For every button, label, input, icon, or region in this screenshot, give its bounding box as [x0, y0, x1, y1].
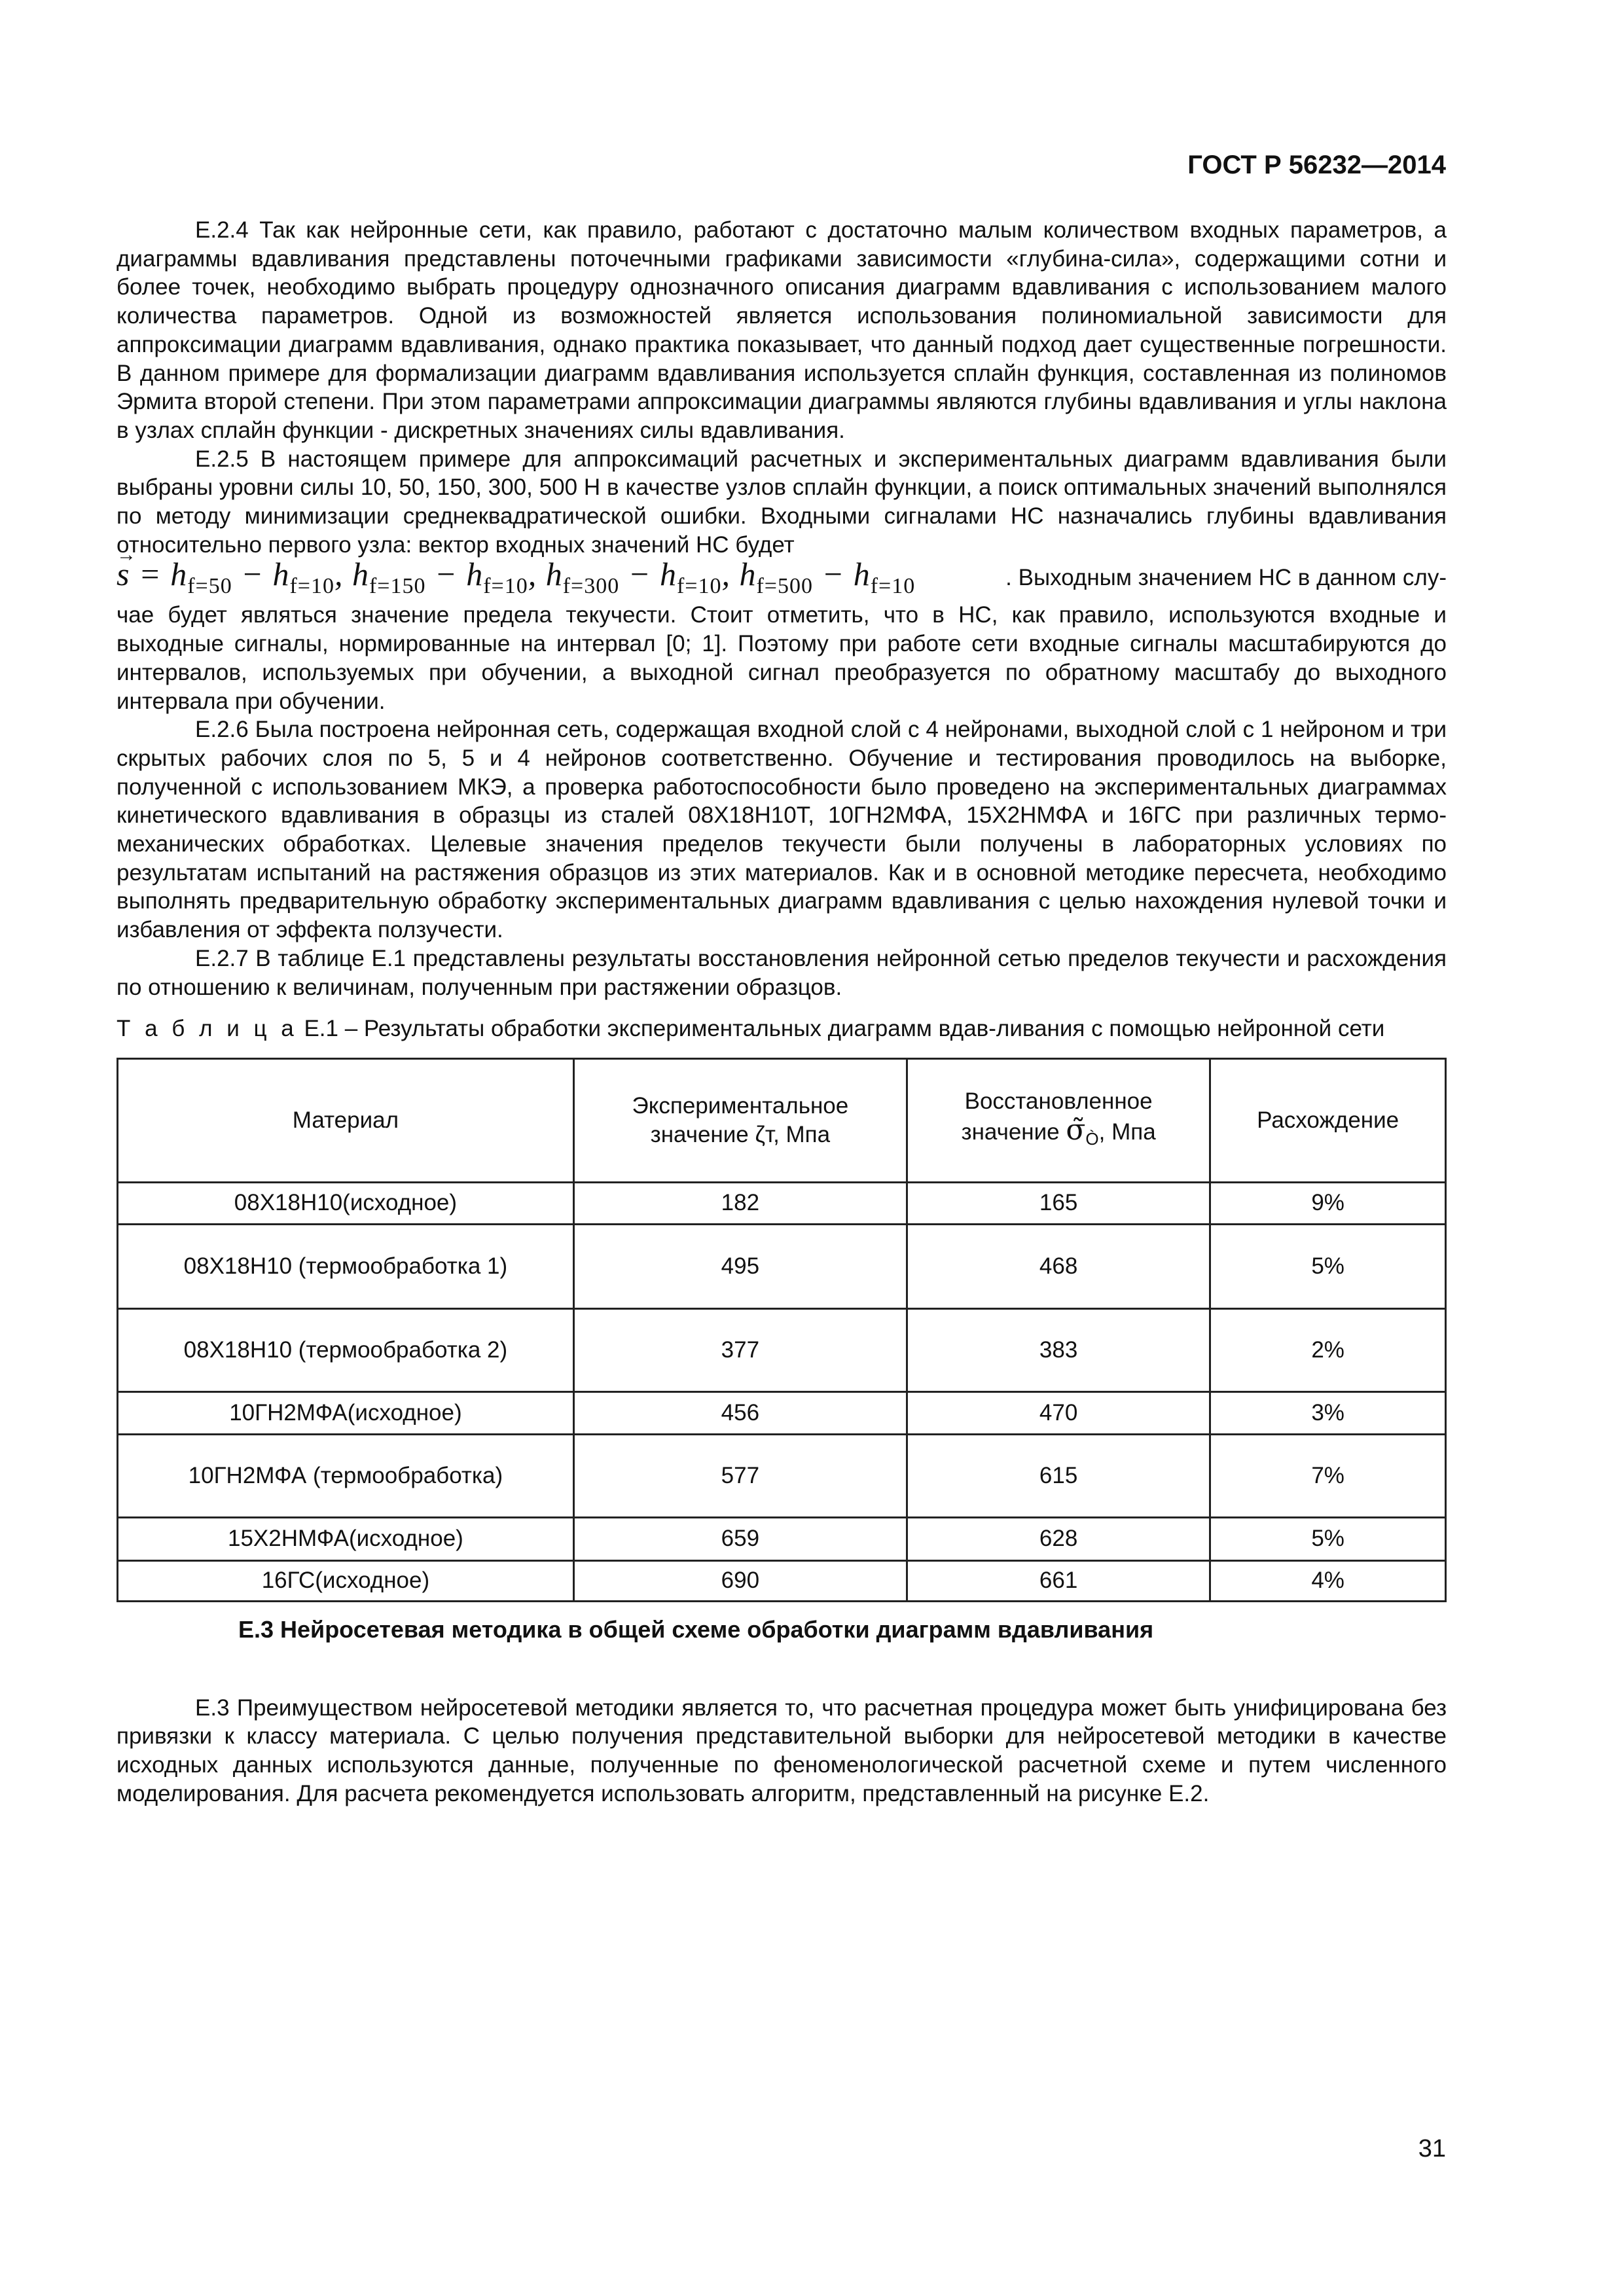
- page-number: 31: [1418, 2135, 1446, 2162]
- paragraph-e-3: Е.3 Преимуществом нейросетевой методики является то, что расчетная процедура может быть унифицирована без привязки к классу материала. С целью получения представительной выборки для нейросетевой методики в качестве исходных данных используются данные, полученные по феноменологической расчетной схеме и путем численного моделирования. Для расчета рекомендуется использовать алгоритм, представленный на рисунке Е.2.: [117, 1695, 1447, 1806]
- section-title-e-3: Е.3 Нейросетевая методика в общей схеме обработки диаграмм вдавливания: [238, 1615, 1154, 1643]
- cell-difference: 7%: [1210, 1434, 1446, 1517]
- cell-material: 08Х18Н10(исходное): [118, 1182, 574, 1224]
- formula-sub: f=10: [483, 574, 528, 599]
- formula-h: h: [170, 556, 188, 593]
- table-row: [118, 1560, 1446, 1601]
- table-row: [118, 1517, 1446, 1560]
- sigma-symbol: σ̃: [1066, 1113, 1086, 1147]
- formula-sub: f=10: [676, 574, 722, 599]
- cell-material: 08Х18Н10 (термообработка 2): [118, 1308, 574, 1391]
- results-table: [117, 1058, 1447, 1602]
- header-experimental: Экспериментальное значение ζт, Мпа: [573, 1058, 907, 1182]
- cell-material: 16ГС(исходное): [118, 1560, 574, 1601]
- cell-experimental: 377: [573, 1308, 907, 1391]
- formula-equals: =: [138, 556, 162, 593]
- cell-experimental: 182: [573, 1182, 907, 1224]
- formula-h: h: [466, 556, 484, 593]
- formula-line: [117, 556, 1447, 601]
- cell-restored: 470: [907, 1391, 1210, 1434]
- cell-difference: 2%: [1210, 1308, 1446, 1391]
- standard-header: ГОСТ Р 56232—2014: [1187, 151, 1446, 179]
- cell-experimental: 495: [573, 1224, 907, 1308]
- formula-sub: f=300: [562, 574, 620, 599]
- document-body: [117, 216, 1447, 1808]
- table-row: [118, 1434, 1446, 1517]
- formula-sub: f=10: [289, 574, 334, 599]
- cell-experimental: 659: [573, 1517, 907, 1560]
- formula-sub: f=50: [187, 574, 232, 599]
- table-row: [118, 1182, 1446, 1224]
- cell-experimental: 577: [573, 1434, 907, 1517]
- cell-difference: 5%: [1210, 1224, 1446, 1308]
- table-caption: [117, 1014, 1447, 1043]
- cell-restored: 165: [907, 1182, 1210, 1224]
- cell-difference: 5%: [1210, 1517, 1446, 1560]
- header-difference: Расхождение: [1210, 1058, 1446, 1182]
- formula-h: h: [739, 556, 757, 593]
- paragraph-e-2-5: Е.2.5 В настоящем примере для аппроксимаций расчетных и экспериментальных диаграмм вдавливания были выбраны уровни силы 10, 50, 150, 300, 500 Н в качестве узлов сплайн функции, а поиск оптимальных значений выполнялся по методу минимизации среднеквадратической ошибки. Входными сигналами НС назначались глубины вдавливания относительно первого узла: вектор входных значений НС будет: [117, 446, 1447, 558]
- formula-sub: f=10: [870, 574, 916, 599]
- header-restored: [907, 1058, 1210, 1182]
- table-caption-label: Т а б л и ц а: [117, 1016, 298, 1042]
- header-restored-suffix: , Мпа: [1098, 1119, 1156, 1145]
- input-vector-formula: → $s = h_{f=50} - h_{f=10}$, $h_{f=150} - h_{f=10}$, $h_{f=300} - h_{f=10}$, $h_{f=500} - h_{f=10}$: [117, 560, 915, 601]
- cell-material: 15Х2НМФА(исходное): [118, 1517, 574, 1560]
- cell-experimental: 690: [573, 1560, 907, 1601]
- cell-restored: 628: [907, 1517, 1210, 1560]
- cell-experimental: 456: [573, 1391, 907, 1434]
- header-restored-prefix: Восстановленное значение: [961, 1088, 1153, 1145]
- paragraph-e-2-4: Е.2.4 Так как нейронные сети, как правило, работают с достаточно малым количеством входных параметров, а диаграммы вдавливания представлены поточечными графиками зависимости «глубина-сила», содержащими сотни и более точек, необходимо выбрать процедуру однозначного описания диаграмм вдавливания с использованием малого количества параметров. Одной из возможностей является использования полиномиальной зависимости для аппроксимации диаграмм вдавливания, однако практика показывает, что данный подход дает существенные погрешности. В данном примере для формализации диаграмм вдавливания используется сплайн функция, составленная из полиномов Эрмита второй степени. При этом параметрами аппроксимации диаграммы являются глубины вдавливания и углы наклона в узлах сплайн функции - дискретных значениях силы вдавливания.: [117, 217, 1447, 443]
- header-material: Материал: [118, 1058, 574, 1182]
- formula-h: h: [352, 556, 369, 593]
- paragraph-e-2-7: Е.2.7 В таблице Е.1 представлены результаты восстановления нейронной сетью пределов текучести и расхождения по отношению к величинам, полученным при растяжении образцов.: [117, 945, 1447, 1000]
- vector-s: → s: [117, 560, 130, 589]
- formula-h: h: [272, 556, 290, 593]
- table-row: [118, 1224, 1446, 1308]
- paragraph-e-2-6: Е.2.6 Была построена нейронная сеть, содержащая входной слой с 4 нейронами, выходной слой с 1 нейроном и три скрытых рабочих слоя по 5, 5 и 4 нейронов соответственно. Обучение и тестирования проводилось на выборке, полученной с использованием МКЭ, а проверка работоспособности было проведено на экспериментальных диаграммах кинетического вдавливания в образцы из сталей 08Х18Н10Т, 10ГН2МФА, 15Х2НМФА и 16ГС при различных термо-механических обработках. Целевые значения пределов текучести были получены в лабораторных условиях по результатам испытаний на растяжения образцов из этих материалов. Как и в основной методике пересчета, необходимо выполнять предварительную обработку экспериментальных диаграмм вдавливания с целью нахождения нулевой точки и избавления от эффекта ползучести.: [117, 717, 1447, 943]
- cell-restored: 468: [907, 1224, 1210, 1308]
- cell-difference: 3%: [1210, 1391, 1446, 1434]
- formula-sub: f=500: [756, 574, 813, 599]
- cell-material: 10ГН2МФА (термообработка): [118, 1434, 574, 1517]
- formula-trailing-text: . Выходным значением НС в данном слу-: [1005, 565, 1447, 591]
- formula-h: h: [545, 556, 563, 593]
- cell-restored: 383: [907, 1308, 1210, 1391]
- table-caption-text: Е.1 – Результаты обработки экспериментальных диаграмм вдав-ливания с помощью нейронной сети: [297, 1016, 1385, 1042]
- paragraph-e-2-5-continued: чае будет являться значение предела текучести. Стоит отметить, что в НС, как правило, используются входные и выходные сигналы, нормированные на интервал [0; 1]. Поэтому при работе сети входные сигналы масштабируются до интервалов, используемых при обучении, а выходной сигнал преобразуется по обратному масштабу до выходного интервала при обучении.: [117, 602, 1447, 714]
- cell-restored: 661: [907, 1560, 1210, 1601]
- table-row: [118, 1391, 1446, 1434]
- cell-difference: 9%: [1210, 1182, 1446, 1224]
- sigma-subscript: Ò: [1085, 1129, 1099, 1149]
- cell-material: 10ГН2МФА(исходное): [118, 1391, 574, 1434]
- cell-material: 08Х18Н10 (термообработка 1): [118, 1224, 574, 1308]
- cell-restored: 615: [907, 1434, 1210, 1517]
- formula-sub: f=150: [369, 574, 426, 599]
- formula-h: h: [853, 556, 871, 593]
- table-header-row: [118, 1058, 1446, 1182]
- table-row: [118, 1308, 1446, 1391]
- cell-difference: 4%: [1210, 1560, 1446, 1601]
- formula-h: h: [659, 556, 677, 593]
